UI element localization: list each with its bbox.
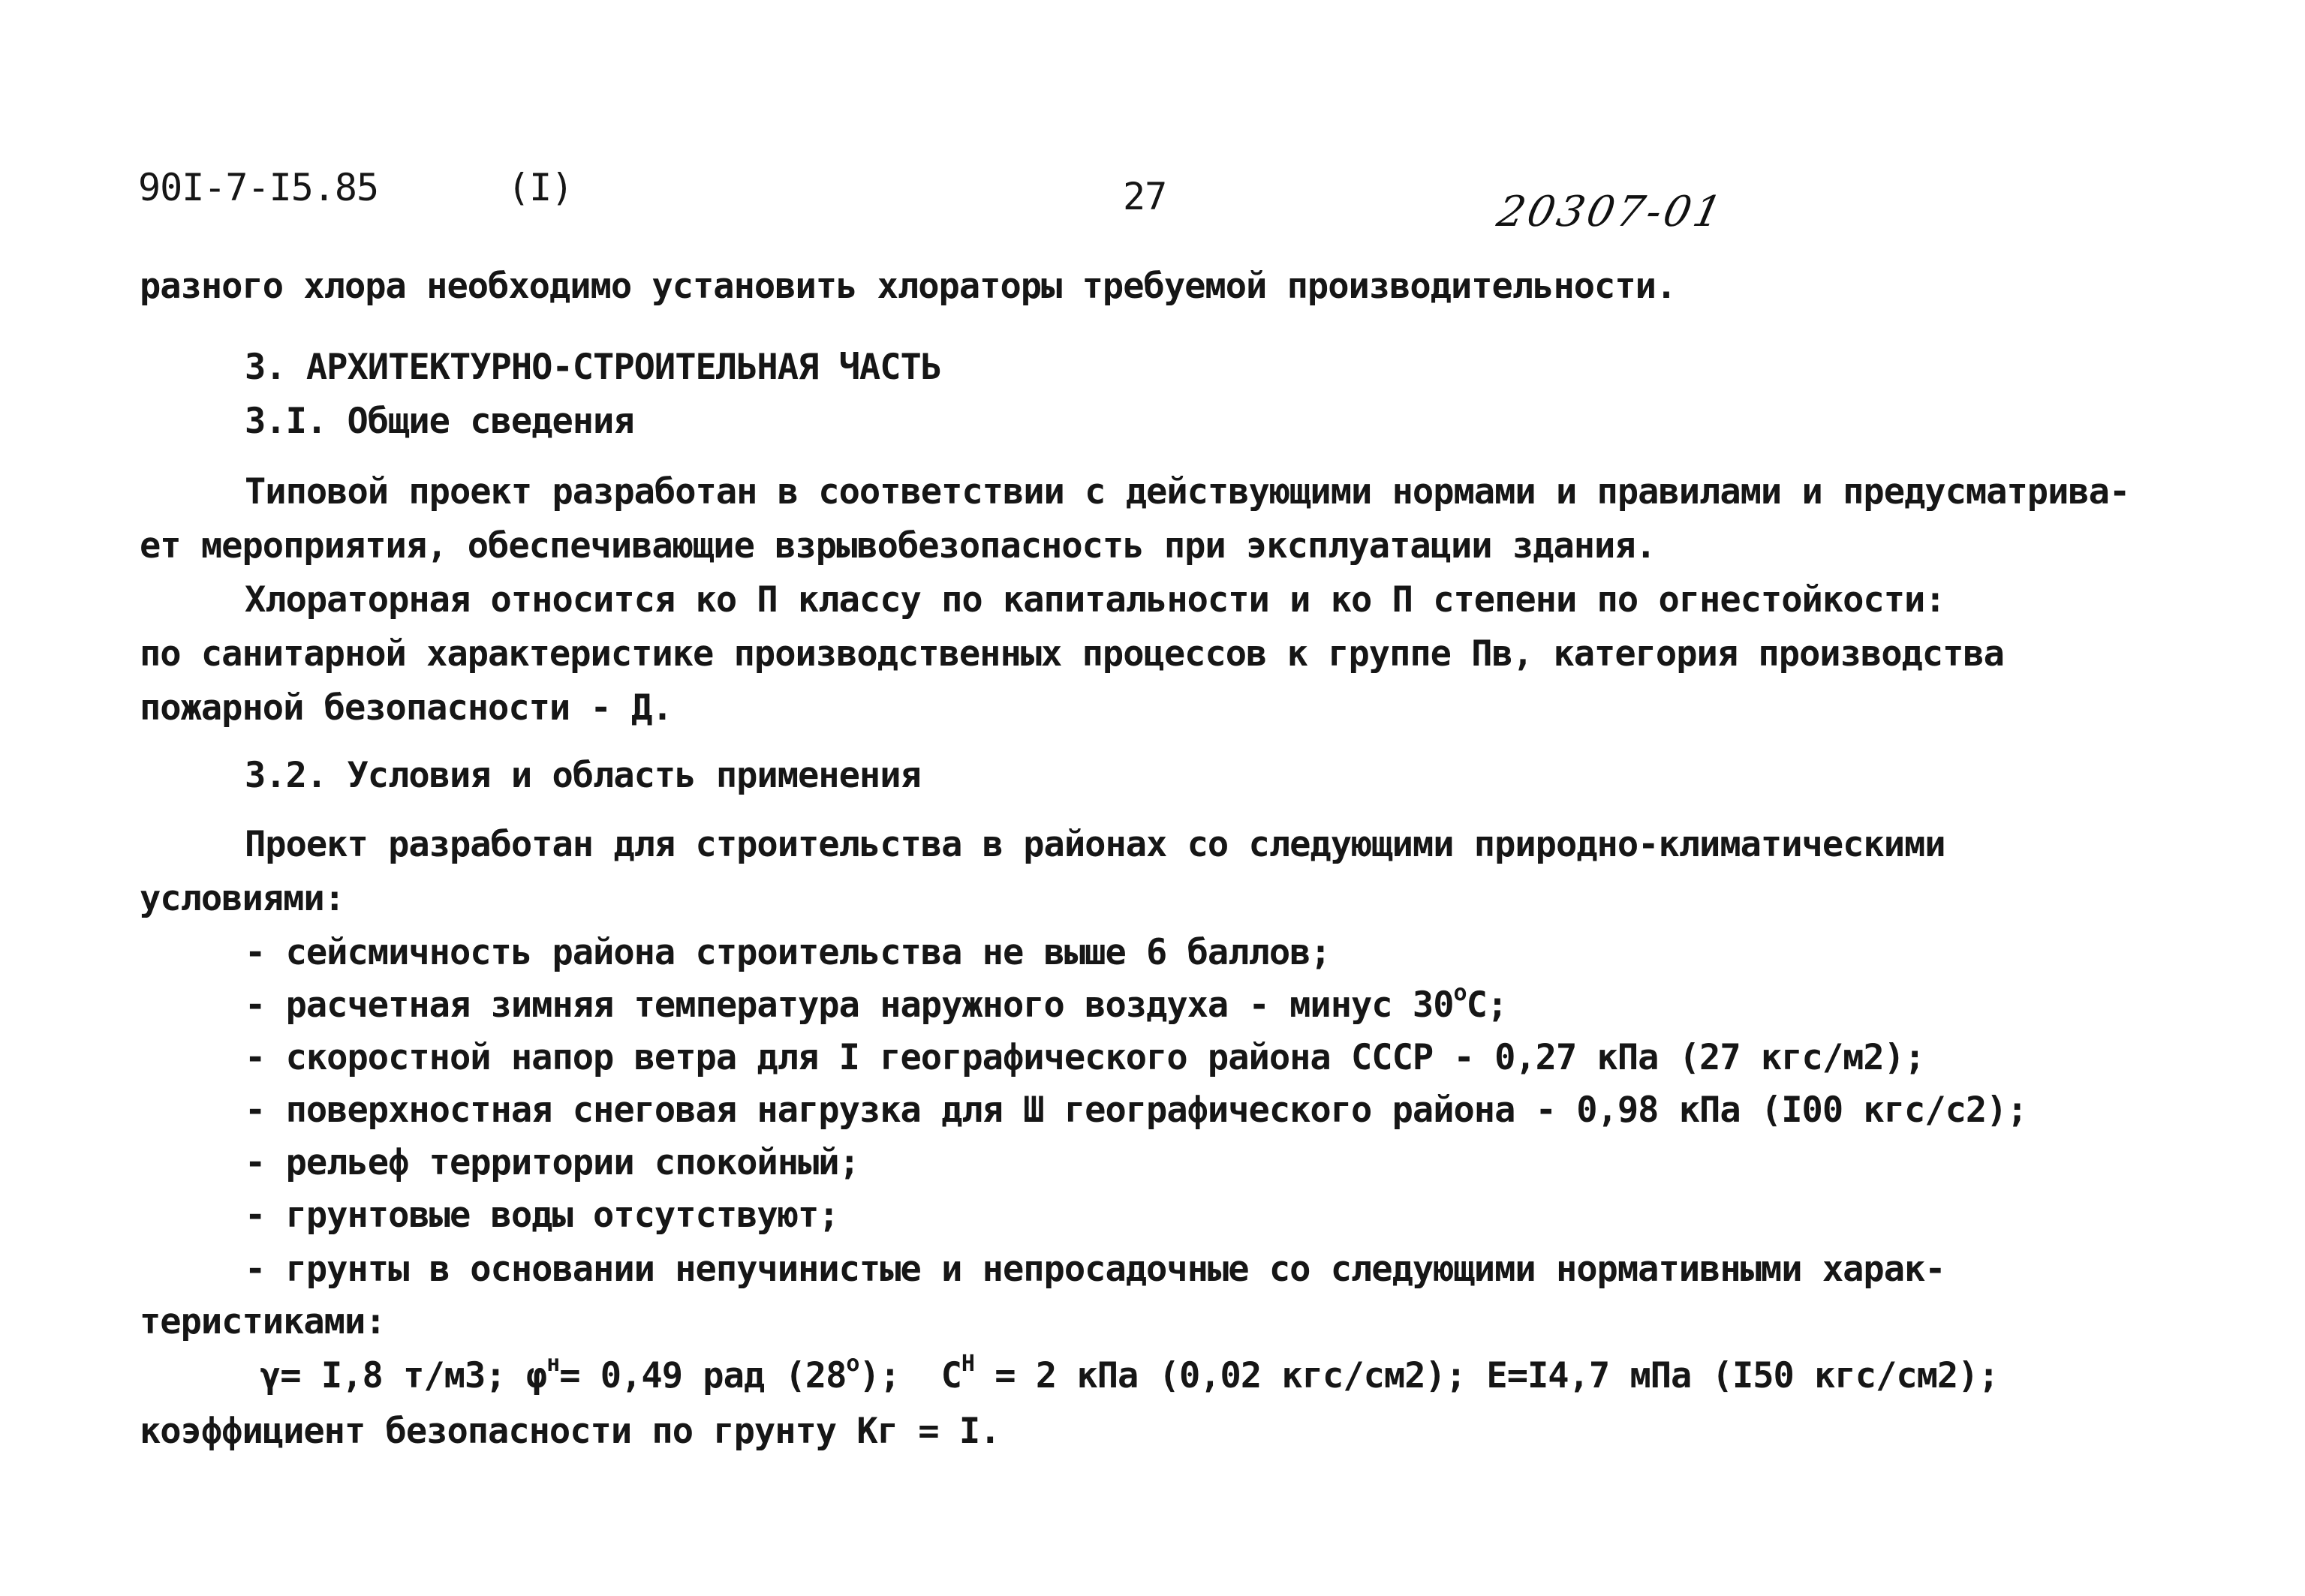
degree-sign: о [846,1351,859,1377]
list-item [245,980,1508,1026]
formula-superscript: Н [961,1351,974,1377]
paragraph-line: пожарной безопасности - Д. [140,687,673,729]
degree-sign: о [1453,980,1467,1006]
handwritten-number: 20307-01 [1493,188,1729,236]
list-item-text: С; [1466,984,1508,1026]
formula-text: γ= I,8 т/м3; φ [260,1355,547,1396]
page-number: 27 [1123,175,1167,218]
paragraph-line: ет мероприятия, обеспечивающие взрывобезопасность при эксплуатации здания. [140,525,1656,567]
paragraph-line: Хлораторная относится ко П классу по капитальности и ко П степени по огнестойкости: [245,579,1945,621]
paragraph-line: Типовой проект разработан в соответствии с действующими нормами и правилами и предусматрива- [245,471,2130,512]
formula-superscript: н [546,1351,560,1377]
list-item: - грунтовые воды отсутствуют; [245,1195,839,1236]
continuation-text: разного хлора необходимо установить хлораторы требуемой производительности. [140,266,1677,307]
part-number: (I) [507,166,573,209]
doc-code: 90I-7-I5.85 [138,166,379,209]
paragraph-line: по санитарной характеристике производственных процессов к группе Пв, категория производства [140,633,2004,675]
paragraph-line: Проект разработан для строительства в районах со следующими природно-климатическими [245,824,1945,865]
list-item-continuation: теристиками: [140,1301,386,1342]
list-item: - грунты в основании непучинистые и непросадочные со следующими нормативными харак- [245,1249,1945,1290]
paragraph-line: условиями: [140,878,345,919]
subsection-title-3-2: 3.2. Условия и область применения [245,755,921,796]
formula-text: ); С [859,1355,961,1396]
list-item: - сейсмичность района строительства не выше 6 баллов; [245,932,1331,973]
section-title: 3. АРХИТЕКТУРНО-СТРОИТЕЛЬНАЯ ЧАСТЬ [245,347,942,388]
list-item: - скоростной напор ветра для I географического района СССР - 0,27 кПа (27 кгс/м2); [245,1037,1925,1078]
paragraph-line: коэффициент безопасности по грунту Кг = I. [140,1411,1001,1452]
list-item: - рельеф территории спокойный; [245,1142,859,1183]
formula-line [260,1351,1999,1397]
list-item-text: - расчетная зимняя температура наружного воздуха - минус 30 [245,984,1454,1026]
list-item: - поверхностная снеговая нагрузка для Ш географического района - 0,98 кПа (I00 кгс/с2); [245,1090,2027,1131]
formula-text: = 0,49 рад (28 [559,1355,847,1396]
formula-text: = 2 кПа (0,02 кгс/см2); Е=I4,7 мПа (I50 кгс/см2); [973,1355,1999,1396]
subsection-title-3-1: 3.I. Общие сведения [245,401,634,442]
